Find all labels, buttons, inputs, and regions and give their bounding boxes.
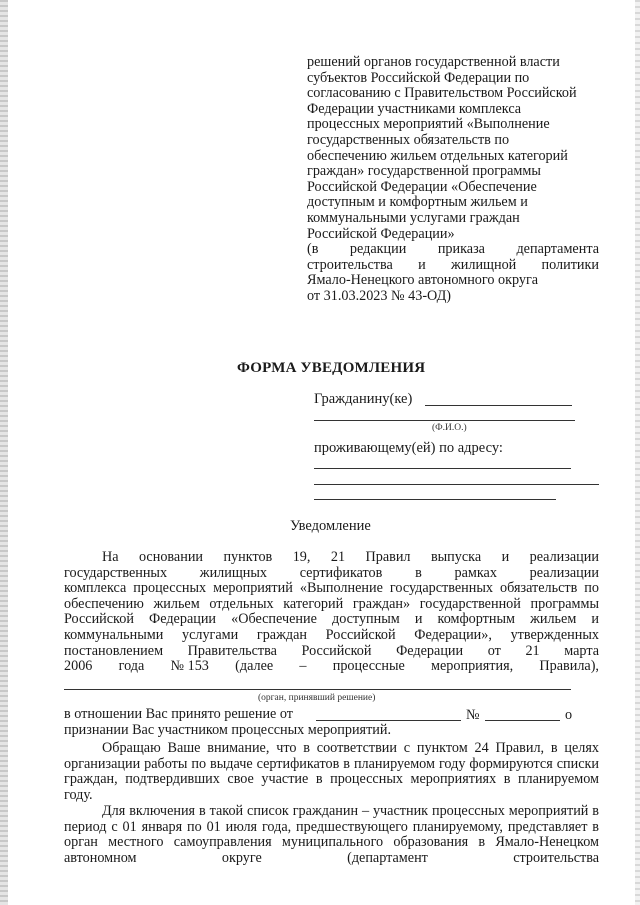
addressee-label: Гражданину(ке) (314, 391, 413, 407)
paragraph-3 (64, 804, 599, 866)
word: и (501, 549, 510, 565)
edition-line: Ямало-Ненецкого автономного округа (307, 272, 539, 289)
paragraph-1-line-1 (64, 550, 599, 566)
decision-line-2: признании Вас участником процессных мероприятий. (64, 722, 392, 738)
header-line: коммунальными услугами граждан (307, 209, 520, 226)
header-line: государственных обязательств по (307, 131, 510, 148)
decision-text-o: о (565, 707, 573, 723)
word: реализации (529, 549, 599, 565)
header-line: доступным и комфортным жильем и (307, 194, 528, 211)
header-line: субъектов Российской Федерации по (307, 69, 530, 86)
edition-line: (в редакции приказа департамента (307, 241, 599, 258)
header-line: граждан» государственной программы (307, 163, 541, 180)
word: основании (138, 549, 204, 565)
decision-number-field[interactable] (485, 720, 560, 721)
scan-edge-left (0, 0, 8, 905)
word: в (415, 564, 422, 581)
paragraph-1-line-2 (64, 566, 599, 582)
address-field-line-2[interactable] (314, 484, 599, 485)
address-field-line-1[interactable] (314, 468, 571, 469)
paragraph-1-last-line (64, 659, 599, 675)
edition-line: строительства и жилищной политики (307, 256, 599, 273)
header-line: процессных мероприятий «Выполнение (307, 116, 550, 133)
header-line: обеспечению жильем отдельных категорий (307, 147, 568, 164)
header-line: Российской Федерации «Обеспечение (307, 178, 537, 195)
header-line: Российской Федерации» (307, 225, 455, 242)
header-line: решений органов государственной власти (307, 54, 560, 70)
word: На (102, 549, 119, 565)
edition-date: от 31.03.2023 № 43-ОД) (307, 287, 451, 304)
header-line: Федерации участниками комплекса (307, 100, 522, 117)
word: мероприятия, (431, 658, 514, 675)
word: № 153 (170, 658, 209, 675)
header-line: согласованию с Правительством Российской (307, 85, 577, 102)
fio-hint: (Ф.И.О.) (432, 423, 467, 433)
word: (далее (235, 658, 274, 675)
word: процессные (332, 658, 405, 675)
form-title: ФОРМА УВЕДОМЛЕНИЯ (237, 360, 426, 376)
word: рамках (454, 564, 497, 581)
decision-text: в отношении Вас принято решение от (64, 706, 293, 722)
word: Правила), (539, 658, 599, 675)
word: – (299, 658, 307, 675)
word: Правил (365, 549, 411, 565)
notice-title: Уведомление (290, 518, 371, 534)
word: 2006 (64, 658, 93, 675)
word: пунктов (223, 549, 273, 565)
paragraph-2-text: Обращаю Ваше внимание, что в соответствии с пунктом 24 Правил, в целях организации работы по выдаче сертификатов в планируемом году формируются списки граждан, подтвердивших свое участие в процессных мероприятиях в планируемом году. (64, 740, 599, 803)
word: года (118, 658, 145, 675)
word: 19, (292, 549, 311, 565)
paragraph-1 (64, 550, 599, 675)
paragraph-3-text: Для включения в такой список гражданин – участник процессных мероприятий в период с 01 января по 01 июля года, предшествующего планируемому, представляет в орган местного самоуправления муниципального образования в Ямало-Ненецком автономном округе (департамент строительства (64, 803, 599, 866)
number-sign: № (466, 707, 480, 723)
address-label: проживающему(ей) по адресу: (314, 440, 503, 456)
organ-hint: (орган, принявший решение) (258, 693, 376, 703)
scan-edge-right (635, 0, 640, 905)
paragraph-1-body: комплекса процессных мероприятий «Выполнение государственных обязательств по обеспечению жильем отдельных категорий граждан» государственной программы Российской Федерации «Обеспечение доступным и комфортным жильем и коммунальными услугами граждан Российской Федерации», утвержденных постановлением Правительства Российской Федерации от 21 марта (64, 580, 599, 659)
paragraph-2 (64, 741, 599, 803)
decision-date-field[interactable] (316, 720, 461, 721)
word: государственных (64, 564, 168, 581)
fio-field-line-2[interactable] (314, 420, 575, 421)
word: сертификатов (299, 564, 383, 581)
address-field-line-3[interactable] (314, 499, 556, 500)
word: реализации (529, 564, 599, 581)
word: выпуска (430, 549, 482, 565)
header-note (307, 55, 599, 305)
fio-field[interactable] (425, 405, 572, 406)
organ-field[interactable] (64, 689, 571, 690)
word: 21 (330, 549, 346, 565)
word: жилищных (199, 564, 267, 581)
